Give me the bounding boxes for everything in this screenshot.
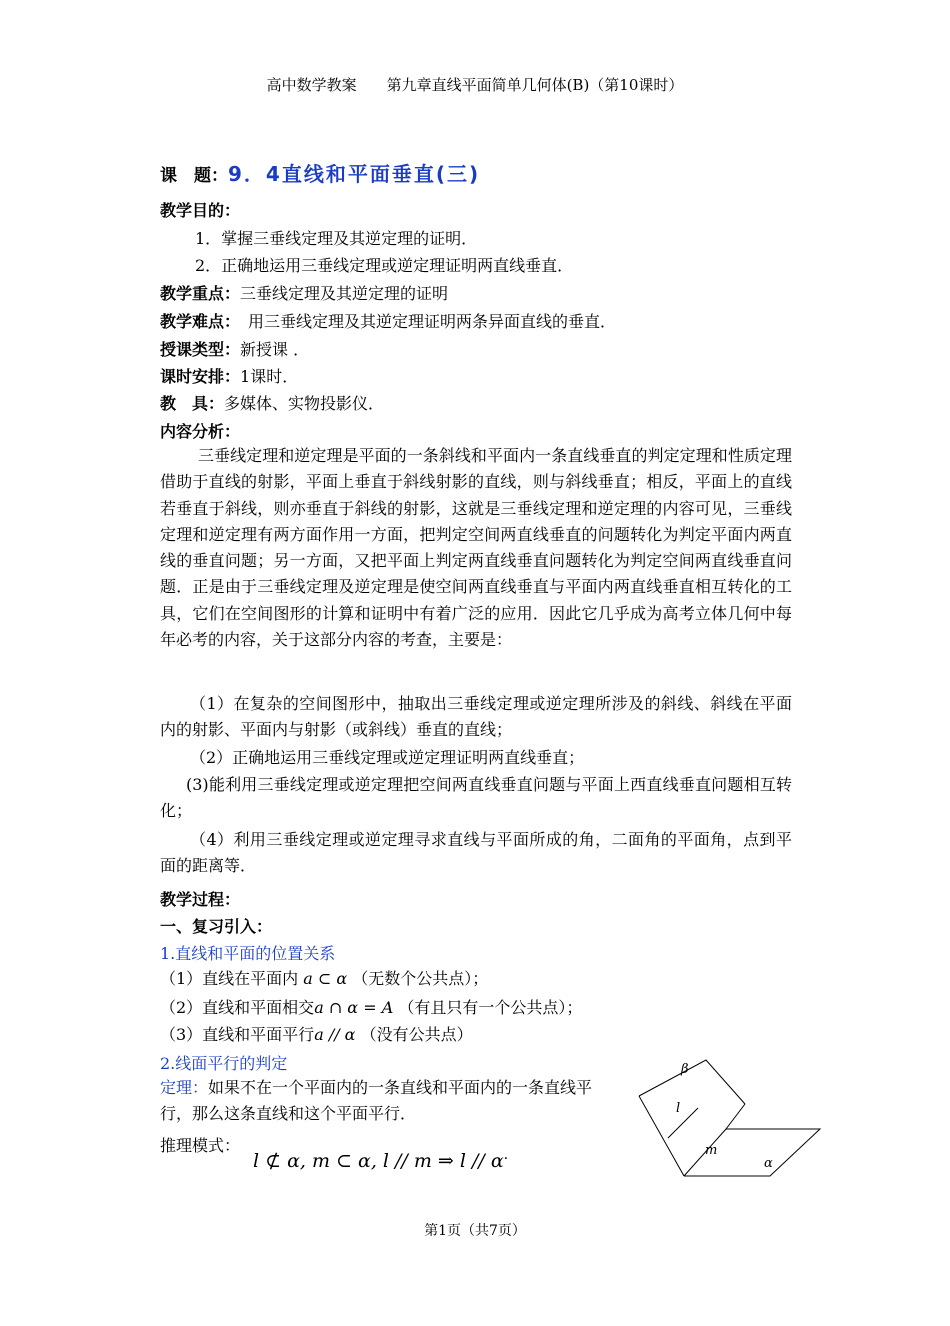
- position-line-3-note: （没有公共点）: [360, 1025, 473, 1044]
- section-review: 一、复习引入：: [160, 917, 273, 936]
- dihedral-figure: [620, 1050, 840, 1185]
- position-line-1-text: （1）直线在平面内: [160, 969, 299, 988]
- lesson-type-text: 新授课 ．: [240, 340, 310, 359]
- key-point-label: 教学重点：: [160, 284, 241, 303]
- position-line-2-note: （有且只有一个公共点）；: [398, 998, 583, 1017]
- title-label: 课 题：: [160, 166, 228, 186]
- page-header: 高中数学教案 第九章直线平面简单几何体(B)（第10课时）: [266, 76, 684, 94]
- tools-label: 教 具：: [160, 394, 225, 413]
- objective-item-2: 2．正确地运用三垂线定理或逆定理证明两直线垂直．: [195, 256, 574, 275]
- theorem: [160, 1075, 620, 1128]
- theorem-text: 如果不在一个平面内的一条直线和平面内的一条直线平行，那么这条直线和这个平面平行．: [160, 1078, 593, 1124]
- position-line-1: [160, 966, 488, 989]
- analysis-label: 内容分析：: [160, 422, 241, 441]
- tools: [160, 391, 384, 414]
- reasoning-formula: [253, 1144, 518, 1172]
- tools-text: 多媒体、实物投影仪．: [224, 394, 385, 413]
- position-line-3-text: （3）直线和平面平行: [160, 1025, 315, 1044]
- position-line-2: [160, 995, 582, 1018]
- difficulty: [160, 309, 616, 332]
- schedule-label: 课时安排：: [160, 367, 241, 386]
- item2-title: 2.线面平行的判定: [160, 1054, 288, 1073]
- schedule: [160, 364, 298, 387]
- position-line-2-text: （2）直线和平面相交: [160, 998, 315, 1017]
- position-line-1-math: a ⊂ α: [303, 969, 348, 988]
- theorem-label: 定理：: [160, 1078, 209, 1097]
- analysis-point-4: （4）利用三垂线定理或逆定理寻求直线与平面所成的角，二面角的平面角，点到平面的距离等．: [160, 830, 792, 876]
- label-alpha: α: [764, 1156, 773, 1171]
- plane-junction-line: [726, 1104, 745, 1129]
- analysis-point-2: （2）正确地运用三垂线定理或逆定理证明两直线垂直；: [190, 748, 585, 767]
- lesson-type: [160, 337, 309, 360]
- position-line-2-math: a ∩ α = A: [314, 998, 394, 1017]
- process-label: 教学过程：: [160, 890, 241, 909]
- label-m: m: [705, 1143, 718, 1158]
- line-l: [668, 1108, 698, 1138]
- analysis-body: 三垂线定理和逆定理是平面的一条斜线和平面内一条直线垂直的判定定理和性质定理借助于直线的射影，平面上垂直于斜线射影的直线，则与斜线垂直；相反，平面上的直线若垂直于斜线，则亦垂直于斜线的射影，这就是三垂线定理和逆定理的内容可见，三垂线定理和逆定理有两方面作用一方面，把判定空间两直线垂直的问题转化为判定平面内两直线的垂直问题；另一方面，又把平面上判定两直线垂直问题转化为判定空间两直线垂直问题．正是由于三垂线定理及逆定理是使空间两直线垂直与平面内两直线垂直相互转化的工具，它们在空间图形的计算和证明中有着广泛的应用．因此它几乎成为高考立体几何中每年必考的内容，关于这部分内容的考查，主要是：: [160, 446, 792, 650]
- reasoning-math: l ⊄ α, m ⊂ α, l // m ⇒ l // α: [253, 1150, 504, 1172]
- difficulty-label: 教学难点：: [160, 312, 241, 331]
- position-line-3-math: a // α: [314, 1025, 356, 1044]
- reasoning-end: ．: [503, 1147, 518, 1163]
- plane-beta-edges: [639, 1060, 745, 1104]
- position-line-1-note: （无数个公共点）；: [352, 969, 489, 988]
- schedule-text: 1课时．: [240, 367, 299, 386]
- item1-title: 1.直线和平面的位置关系: [160, 944, 336, 963]
- label-l: l: [676, 1101, 681, 1116]
- analysis-point-1: （1）在复杂的空间图形中，抽取出三垂线定理或逆定理所涉及的斜线、斜线在平面内的射影、平面内与射影（或斜线）垂直的直线；: [160, 694, 792, 740]
- label-beta: β: [681, 1062, 689, 1077]
- title-text: 9．4直线和平面垂直(三): [228, 162, 481, 186]
- difficulty-text: 用三垂线定理及其逆定理证明两条异面直线的垂直．: [248, 312, 617, 331]
- objectives-label: 教学目的：: [160, 201, 241, 220]
- key-point-text: 三垂线定理及其逆定理的证明: [240, 284, 449, 303]
- page-footer: 第1页（共7页）: [424, 1223, 526, 1239]
- key-point: [160, 281, 448, 304]
- lesson-type-label: 授课类型：: [160, 340, 241, 359]
- objective-item-1: 1．掌握三垂线定理及其逆定理的证明．: [195, 229, 478, 248]
- position-line-3: [160, 1022, 473, 1045]
- reasoning-label: 推理模式：: [160, 1136, 241, 1155]
- lesson-title: [160, 158, 480, 187]
- analysis-point-3: (3)能利用三垂线定理或逆定理把空间两直线垂直问题与平面上西直线垂直问题相互转化；: [160, 775, 792, 821]
